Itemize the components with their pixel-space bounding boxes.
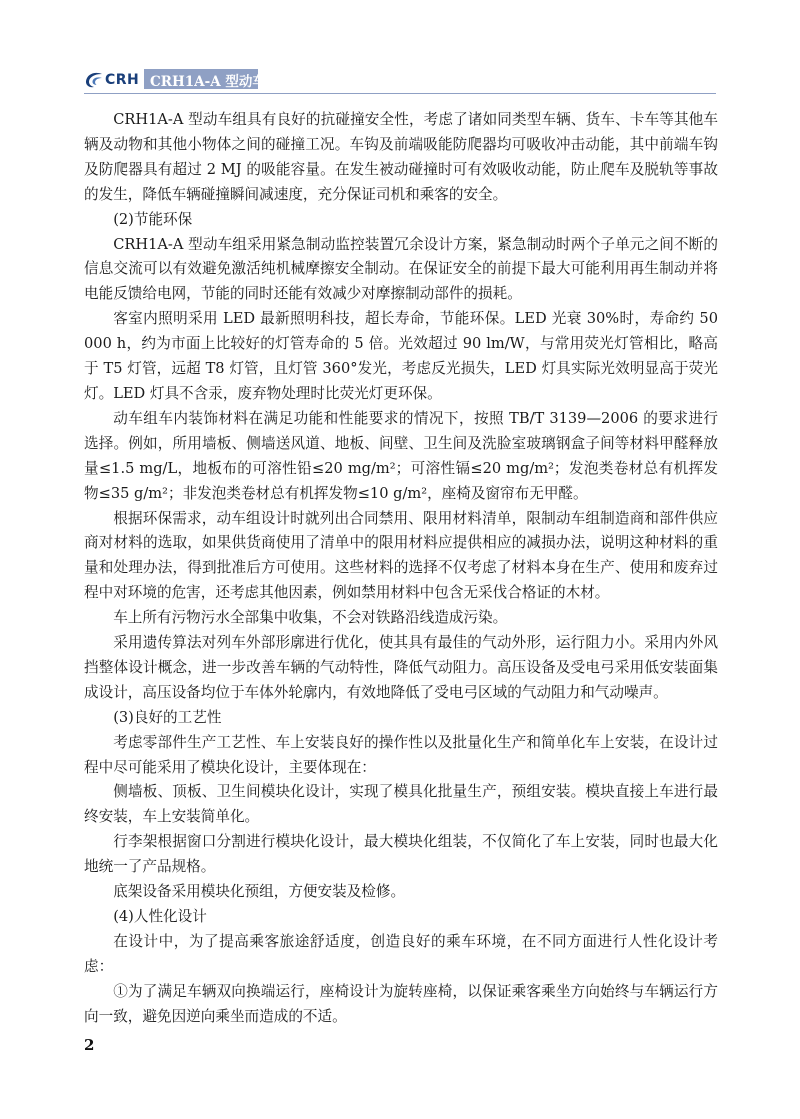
- paragraph: 在设计中，为了提高乘客旅途舒适度，创造良好的乘车环境，在不同方面进行人性化设计考虑：: [84, 932, 718, 975]
- section-heading: (4)人性化设计: [113, 908, 207, 925]
- section-heading: (3)良好的工艺性: [113, 708, 222, 726]
- running-header: [84, 67, 716, 97]
- page-number: 2: [84, 1036, 95, 1054]
- paragraph: CRH1A-A 型动车组具有良好的抗碰撞安全性，考虑了诸如同类型车辆、货车、卡车等其他车辆及动物和其他小物体之间的碰撞工况。车钩及前端吸能防爬器均可吸收冲击动能，其中前端车钩及防爬器具有超过 2 MJ 的吸能容量。在发生被动碰撞时可有效吸收动能，防止爬车及脱轨等事故的发生，降低车辆碰撞瞬间减速度，充分保证司机和乘客的安全。: [84, 111, 718, 203]
- paragraph: 采用遗传算法对列车外部形廓进行优化，使其具有最佳的气动外形，运行阻力小。采用内外风挡整体设计概念，进一步改善车辆的气动特性，降低气动阻力。高压设备及受电弓采用低安装面集成设计，高压设备均位于车体外轮廓内，有效地降低了受电弓区域的气动阻力和气动噪声。: [84, 634, 718, 701]
- section-heading: (2)节能环保: [113, 210, 193, 228]
- paragraph: 侧墙板、顶板、卫生间模块化设计，实现了模具化批量生产，预组安装。模块直接上车进行最终安装，车上安装简单化。: [84, 783, 718, 826]
- paragraph: ①为了满足车辆双向换端运行，座椅设计为旋转座椅，以保证乘客乘坐方向始终与车辆运行方向一致，避免因逆向乘坐而造成的不适。: [84, 982, 718, 1025]
- crh-swoosh-icon: [84, 71, 104, 89]
- running-title-bar: [144, 69, 280, 90]
- paragraph: CRH1A-A 型动车组采用紧急制动监控装置冗余设计方案，紧急制动时两个子单元之间不断的信息交流可以有效避免激活纯机械摩擦安全制动。在保证安全的前提下最大可能利用再生制动并将电能反馈给电网，节能的同时还能有效减少对摩擦制动部件的损耗。: [84, 235, 718, 303]
- paragraph: 考虑零部件生产工艺性、车上安装良好的操作性以及批量化生产和简单化车上安装，在设计过程中尽可能采用了模块化设计，主要体现在：: [84, 733, 718, 776]
- crh-logo-text: CRH: [105, 72, 140, 88]
- body-text: [84, 108, 718, 1030]
- paragraph: 车上所有污物污水全部集中收集，不会对铁路沿线造成污染。: [113, 609, 508, 627]
- paragraph: 客室内照明采用 LED 最新照明科技，超长寿命，节能环保。LED 光衰 30%时，寿命约 50 000 h，约为市面上比较好的灯管寿命的 5 倍。光效超过 90 lm/W，与常用荧光灯管相比，略高于 T5 灯管，远超 T8 灯管，且灯管 360°发光，考虑反光损失，LED 灯具实际光效明显高于荧光灯。LED 灯具不含汞，废弃物处理时比荧光灯更环保。: [84, 310, 718, 402]
- header-rule: [84, 93, 716, 94]
- paragraph: 根据环保需求，动车组设计时就列出合同禁用、限用材料清单，限制动车组制造商和部件供应商对材料的选取，如果供货商使用了清单中的限用材料应提供相应的减损办法，说明这种材料的重量和处理办法，得到批准后方可使用。这些材料的选择不仅考虑了材料本身在生产、使用和废弃过程中对环境的危害，还考虑其他因素，例如禁用材料中包含无采伐合格证的木材。: [84, 509, 718, 602]
- paragraph: 行李架根据窗口分割进行模块化设计，最大模块化组装，不仅简化了车上安装，同时也最大化地统一了产品规格。: [84, 833, 718, 876]
- paragraph: 动车组车内装饰材料在满足功能和性能要求的情况下，按照 TB/T 3139—2006 的要求进行选择。例如，所用墙板、侧墙送风道、地板、间壁、卫生间及洗脸室玻璃钢盒子间等材料甲醛释放量≤1.5 mg/L，地板布的可溶性铅≤20 mg/m²；可溶性镉≤20 mg/m²；发泡类卷材总有机挥发物≤35 g/m²；非发泡类卷材总有机挥发物≤10 g/m²，座椅及窗帘布无甲醛。: [84, 409, 718, 502]
- running-title: CRH1A-A 型动车组: [150, 74, 280, 90]
- paragraph: 底架设备采用模块化预组，方便安装及检修。: [113, 883, 406, 901]
